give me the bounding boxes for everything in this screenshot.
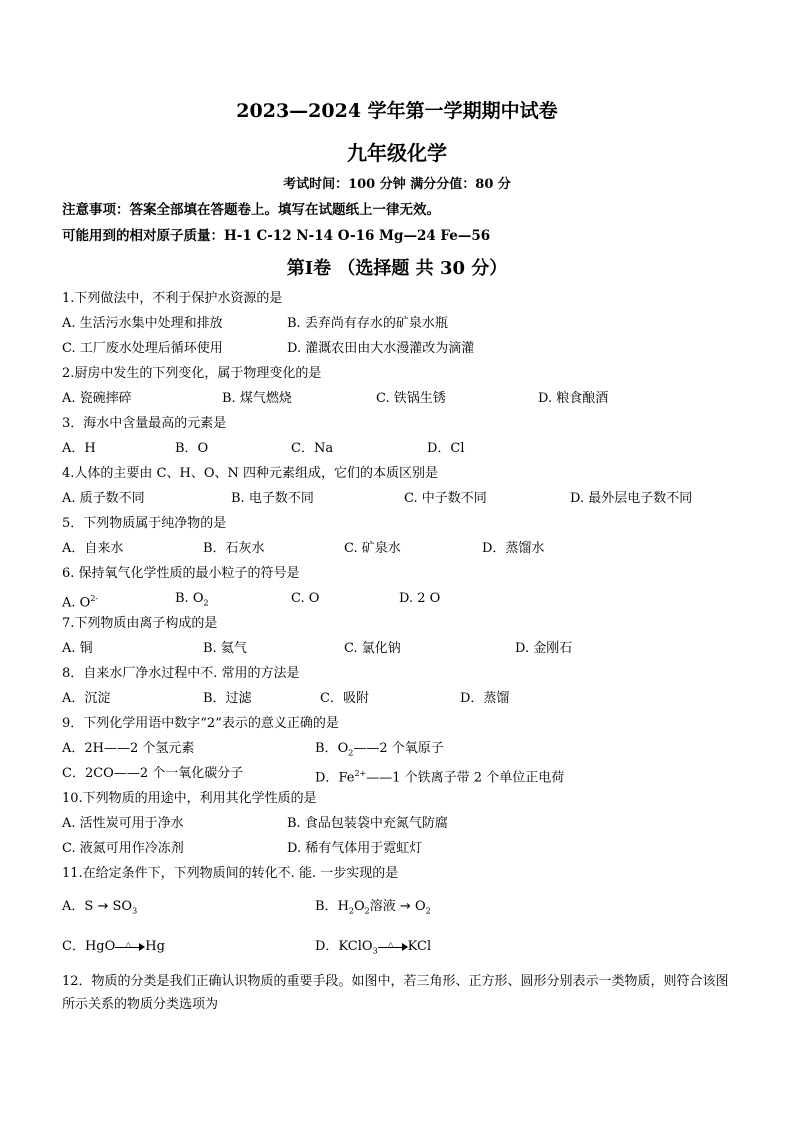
question-3-stem: 3．海水中含量最高的元素是 bbox=[62, 416, 227, 431]
subscript: 2 bbox=[364, 906, 370, 916]
subscript: 2 bbox=[348, 906, 354, 916]
question-9-option-d: D．$Fe^{2+}——1$ 个铁离子带 2 个单位正电荷 bbox=[315, 769, 565, 786]
question-1-option-b: B. 丢弃尚有存水的矿泉水瓶 bbox=[287, 316, 448, 331]
question-4-stem: 4.人体的主要由 C、H、O、N 四种元素组成，它们的本质区别是 bbox=[62, 466, 438, 481]
subscript: 2 bbox=[203, 598, 209, 608]
question-6-option-a bbox=[62, 590, 98, 612]
question-9-option-b: B．$O_2——2$ 个氧原子 bbox=[315, 741, 444, 758]
question-1-option-a: A. 生活污水集中处理和排放 bbox=[62, 316, 223, 331]
subscript: 2 bbox=[348, 748, 354, 758]
heat-arrow-icon bbox=[378, 941, 408, 953]
question-8-option-c: C．吸附 bbox=[320, 691, 369, 706]
question-6-stem: 6. 保持氧气化学性质的最小粒子的符号是 bbox=[62, 566, 300, 581]
question-1-option-d: D. 灌溉农田由大水漫灌改为滴灌 bbox=[287, 341, 475, 356]
question-5-option-b: B．石灰水 bbox=[203, 541, 265, 556]
reactant-solution: 溶液 bbox=[369, 899, 396, 914]
question-10-option-c: C. 液氮可用作冷冻剂 bbox=[62, 841, 184, 856]
question-11-option-b bbox=[315, 898, 431, 921]
question-4-option-d: D. 最外层电子数不同 bbox=[570, 491, 693, 506]
option-label: C． bbox=[62, 939, 85, 954]
reactant: HgO bbox=[84, 939, 116, 954]
question-10-option-b: B. 食品包装袋中充氮气防腐 bbox=[287, 816, 448, 831]
question-7-stem: 7.下列物质由离子构成的是 bbox=[62, 616, 218, 631]
question-9-stem: 9．下列化学用语中数字“2”表示的意义正确的是 bbox=[62, 716, 339, 731]
question-8-option-b: B．过滤 bbox=[203, 691, 252, 706]
formula-base: O bbox=[337, 741, 349, 756]
question-10-stem: 10.下列物质的用途中，利用其化学性质的是 bbox=[62, 791, 317, 806]
exam-info: 考试时间：100 分钟 满分分值：80 分 bbox=[283, 177, 511, 192]
question-11-stem: 11.在给定条件下，下列物质间的转化不. 能. 一步实现的是 bbox=[62, 866, 399, 881]
question-1-option-c: C. 工厂废水处理后循环使用 bbox=[62, 341, 223, 356]
product: Hg bbox=[145, 939, 165, 954]
question-2-stem: 2.厨房中发生的下列变化，属于物理变化的是 bbox=[62, 366, 322, 381]
question-11-option-c bbox=[62, 938, 165, 956]
exam-title: 2023—2024 学年第一学期期中试卷 bbox=[236, 100, 558, 122]
question-2-option-b: B. 煤气燃烧 bbox=[222, 391, 292, 406]
question-2-option-a: A. 瓷碗摔碎 bbox=[62, 391, 132, 406]
question-2-option-c: C. 铁锅生锈 bbox=[376, 391, 446, 406]
question-1-stem: 1.下列做法中，不利于保护水资源的是 bbox=[62, 291, 283, 306]
subscript: 3 bbox=[132, 906, 138, 916]
heat-symbol: △ bbox=[125, 939, 132, 949]
reactant: KClO bbox=[338, 939, 373, 954]
right-arrow-icon: → bbox=[97, 899, 109, 914]
product: O bbox=[414, 899, 426, 914]
reactant: H bbox=[337, 899, 349, 914]
question-5-option-c: C. 矿泉水 bbox=[344, 541, 401, 556]
question-12-stem: 12．物质的分类是我们正确认识物质的重要手段。如图中，若三角形、正方形、圆形分别表示一类物质，则符合该图所示关系的物质分类选项为 bbox=[62, 974, 729, 1012]
question-6-option-b-text: B. O bbox=[175, 591, 204, 606]
question-8-option-d: D．蒸馏 bbox=[460, 691, 510, 706]
option-label: A． bbox=[62, 899, 85, 914]
question-6-option-b bbox=[175, 590, 209, 613]
section-heading: 第Ⅰ卷 （选择题 共 30 分） bbox=[286, 258, 508, 279]
option-d-meaning: ——1 个铁离子带 2 个单位正电荷 bbox=[366, 770, 565, 786]
question-7-option-a: A. 铜 bbox=[62, 641, 93, 656]
reactant-part: O bbox=[354, 899, 365, 914]
question-11-option-d bbox=[315, 938, 431, 961]
question-4-option-c: C. 中子数不同 bbox=[404, 491, 487, 506]
heat-arrow-icon bbox=[115, 941, 145, 953]
question-4-option-a: A. 质子数不同 bbox=[62, 491, 145, 506]
question-3-option-b: B．O bbox=[175, 441, 209, 456]
question-7-option-d: D. 金刚石 bbox=[515, 641, 573, 656]
question-6-option-c: C. O bbox=[291, 591, 320, 606]
question-6-option-d: D. 2 O bbox=[399, 591, 441, 606]
subscript: 2 bbox=[425, 906, 431, 916]
subscript: 3 bbox=[372, 946, 378, 956]
atomic-masses: 可能用到的相对原子质量：H-1 C-12 N-14 O-16 Mg—24 Fe—56 bbox=[62, 228, 491, 244]
question-7-option-c: C. 氯化钠 bbox=[344, 641, 401, 656]
question-9-option-c: C．2CO——2 个一氧化碳分子 bbox=[62, 766, 244, 781]
exam-subject: 九年级化学 bbox=[347, 141, 447, 165]
question-9-option-a: A．2H——2 个氢元素 bbox=[62, 741, 195, 756]
question-5-stem: 5．下列物质属于纯净物的是 bbox=[62, 516, 227, 531]
formula-base: Fe bbox=[338, 770, 355, 786]
option-label: B． bbox=[315, 899, 338, 914]
question-3-option-d: D．Cl bbox=[427, 441, 465, 456]
question-4-option-b: B. 电子数不同 bbox=[231, 491, 314, 506]
right-arrow-icon: → bbox=[399, 899, 411, 914]
heat-symbol: △ bbox=[387, 939, 394, 949]
product: SO bbox=[112, 899, 133, 914]
option-b-meaning: ——2 个氧原子 bbox=[353, 741, 444, 756]
question-3-option-a: A．H bbox=[62, 441, 96, 456]
question-11-option-a bbox=[62, 898, 137, 921]
question-2-option-d: D. 粮食酿酒 bbox=[538, 391, 609, 406]
question-3-option-c: C．Na bbox=[291, 441, 334, 456]
question-10-option-d: D. 稀有气体用于霓虹灯 bbox=[287, 841, 423, 856]
question-8-option-a: A．沉淀 bbox=[62, 691, 111, 706]
exam-notice: 注意事项：答案全部填在答题卷上。填写在试题纸上一律无效。 bbox=[62, 202, 440, 218]
question-10-option-a: A. 活性炭可用于净水 bbox=[62, 816, 184, 831]
question-5-option-d: D．蒸馏水 bbox=[482, 541, 545, 556]
product: KCl bbox=[407, 939, 432, 954]
question-7-option-b: B. 氦气 bbox=[203, 641, 247, 656]
question-6-option-a-text: A. O bbox=[62, 595, 91, 611]
charge-superscript: 2+ bbox=[354, 769, 367, 778]
reactant: S bbox=[84, 899, 94, 914]
charge-superscript: 2- bbox=[90, 594, 99, 603]
question-5-option-a: A．自来水 bbox=[62, 541, 124, 556]
option-label: D． bbox=[315, 939, 339, 954]
question-8-stem: 8．自来水厂净水过程中不. 常用的方法是 bbox=[62, 666, 300, 681]
